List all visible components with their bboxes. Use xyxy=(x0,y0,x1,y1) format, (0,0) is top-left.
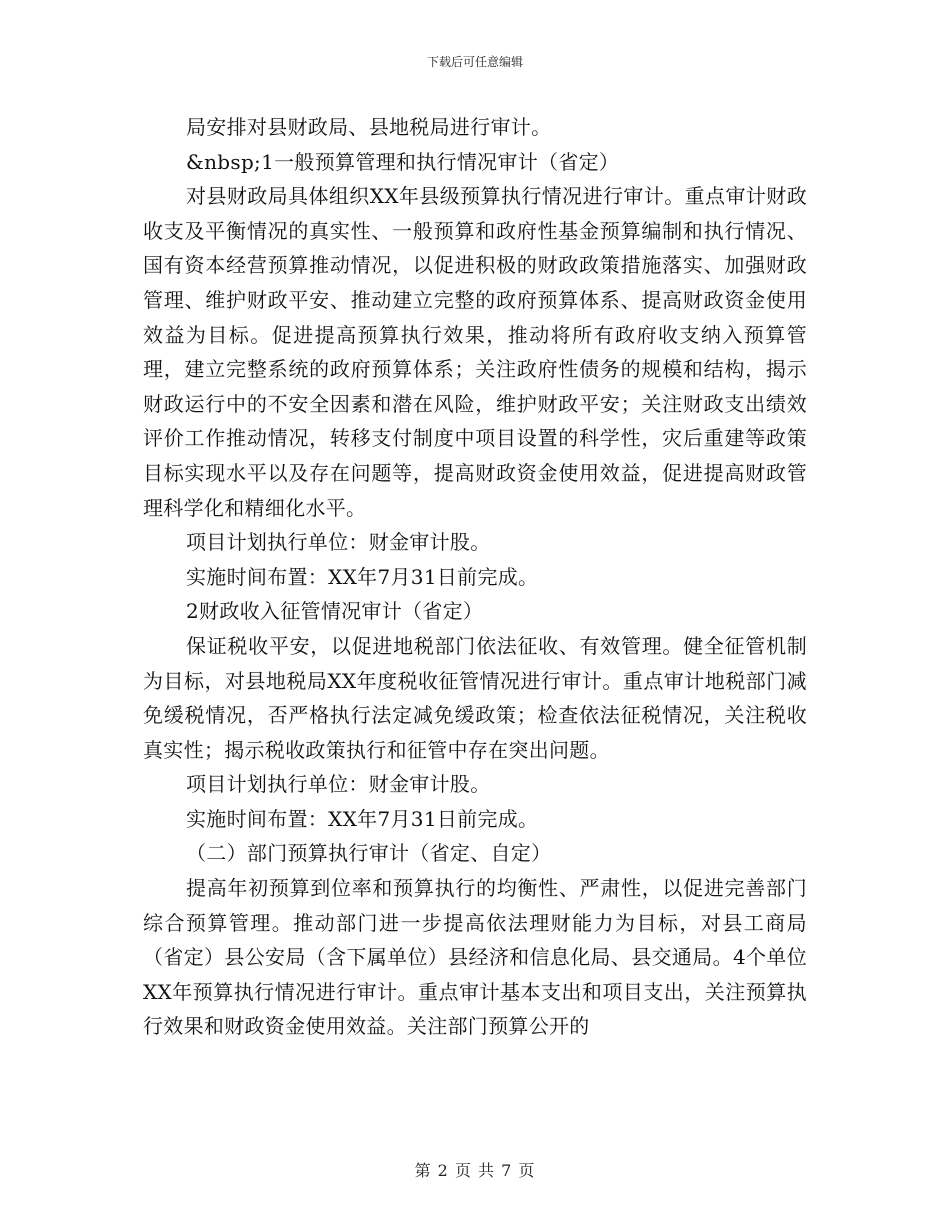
paragraph: 局安排对县财政局、县地税局进行审计。 xyxy=(186,115,552,139)
paragraph: 实施时间布置：XX年7月31日前完成。 xyxy=(186,806,539,831)
paragraph: 对县财政局具体组织XX年县级预算执行情况进行审计。重点审计财政收支及平衡情况的真实性、一般预算和政府性基金预算编制和执行情况、国有资本经营预算推动情况，以促进积极的财政政策措施落实、加强财政管理、维护财政平安、推动建立完整的政府预算体系、提高财政资金使用效益为目标。促进提高预算执行效果，推动将所有政府收支纳入预算管理，建立完整系统的政府预算体系；关注政府性债务的规模和结构，揭示财政运行中的不安全因素和潜在风险，维护财政平安；关注财政支出绩效评价工作推动情况，转移支付制度中项目设置的科学性，灾后重建等政策目标实现水平以及存在问题等，提高财政资金使用效益，促进提高财政管理科学化和精细化水平。 xyxy=(143,184,807,520)
page-number: 第 2 页 共 7 页 xyxy=(414,1161,536,1180)
document-body xyxy=(143,110,807,1044)
paragraph: （二）部门预算执行审计（省定、自定） xyxy=(186,841,552,866)
paragraph: 保证税收平安，以促进地税部门依法征收、有效管理。健全征管机制为目标，对县地税局XX年度税收征管情况进行审计。重点审计地税部门减免缓税情况，否严格执行法定减免缓政策；检查依法征税情况，关注税收真实性；揭示税收政策执行和征管中存在突出问题。 xyxy=(143,633,807,762)
paragraph: &nbsp;1一般预算管理和执行情况审计（省定） xyxy=(186,149,620,174)
page-header: 下载后可任意编辑 xyxy=(426,55,523,69)
paragraph: 实施时间布置：XX年7月31日前完成。 xyxy=(186,564,539,589)
paragraph: 2财政收入征管情况审计（省定） xyxy=(186,599,484,624)
paragraph: 项目计划执行单位：财金审计股。 xyxy=(186,530,491,555)
paragraph: 项目计划执行单位：财金审计股。 xyxy=(186,772,491,797)
paragraph: 提高年初预算到位率和预算执行的均衡性、严肃性，以促进完善部门综合预算管理。推动部门进一步提高依法理财能力为目标，对县工商局（省定）县公安局（含下属单位）县经济和信息化局、县交通局。4个单位XX年预算执行情况进行审计。重点审计基本支出和项目支出，关注预算执行效果和财政资金使用效益。关注部门预算公开的 xyxy=(143,876,807,1039)
